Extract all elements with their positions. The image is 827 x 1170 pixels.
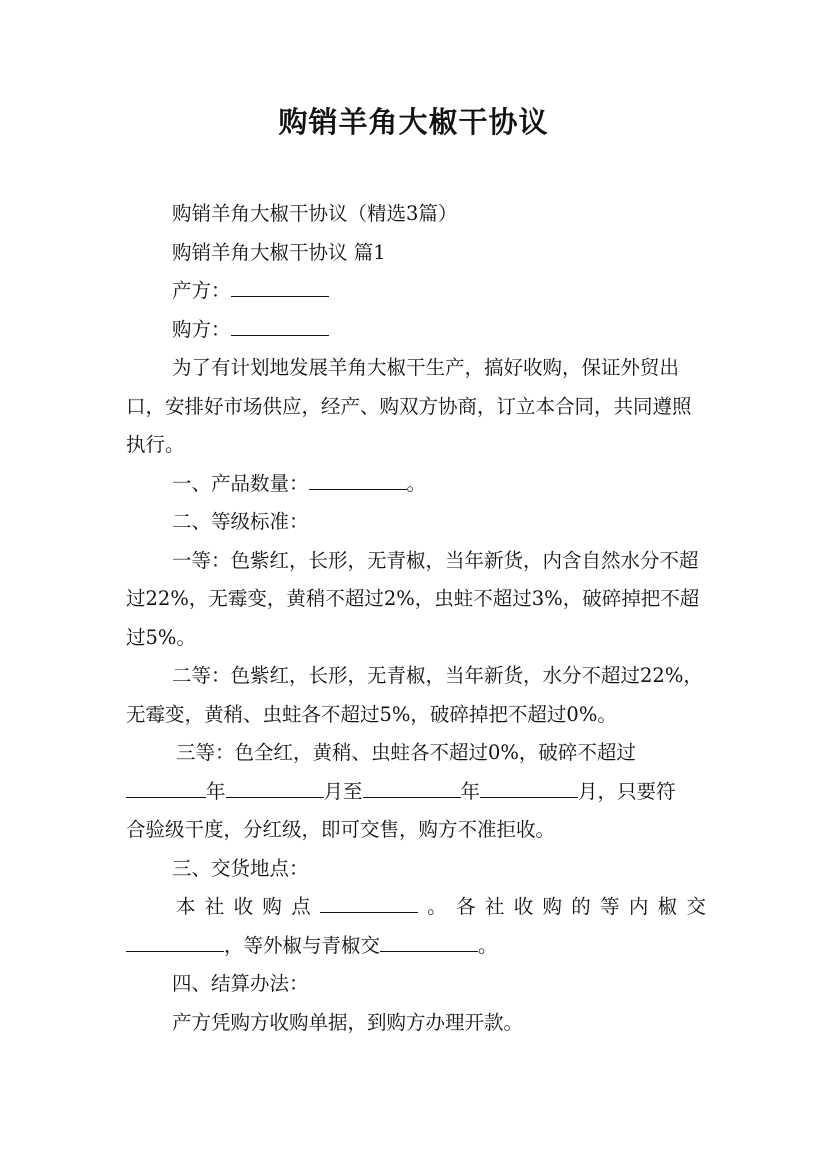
section3-a: 本社收购点 bbox=[176, 895, 320, 918]
section1-label: 一、产品数量： bbox=[172, 471, 309, 495]
buyer-blank[interactable] bbox=[231, 314, 329, 335]
grade2-paragraph: 二等：色紫红，长形，无青椒，当年新货，水分不超过22%，无霉变，黄稍、虫蛀各不超过5%，破碎掉把不超过0%。 bbox=[126, 664, 703, 726]
end-year-blank[interactable] bbox=[363, 776, 461, 797]
seller-label: 产方： bbox=[172, 279, 231, 302]
preamble-paragraph: 为了有计划地发展羊角大椒干生产，搞好收购，保证外贸出口，安排好市场供应，经产、购双方协商，订立本合同，共同遵照执行。 bbox=[126, 356, 692, 456]
document-title: 购销羊角大椒干协议 bbox=[278, 105, 549, 139]
collection-point-blank[interactable] bbox=[320, 892, 418, 913]
grade1-paragraph: 一等：色紫红，长形，无青椒，当年新货，内含自然水分不超过22%，无霉变，黄稍不超过2%，虫蛀不超过3%，破碎掉把不超过5%。 bbox=[126, 548, 700, 649]
end-month-blank[interactable] bbox=[480, 776, 578, 797]
seller-line bbox=[126, 272, 706, 311]
section3-d: 。 bbox=[478, 933, 498, 957]
section3-b: 。各社收购的等内椒交 bbox=[418, 895, 706, 918]
seller-blank[interactable] bbox=[231, 276, 329, 297]
grade3-year2: 年 bbox=[460, 779, 481, 803]
grade3-first-line: 三等：色全红，黄稍、虫蛀各不超过0%，破碎不超过 bbox=[176, 741, 636, 764]
grade3-date-line bbox=[126, 773, 706, 812]
offgrade-delivery-blank[interactable] bbox=[380, 930, 478, 951]
start-month-blank[interactable] bbox=[226, 776, 324, 797]
grade3-month-end: 月，只要符 bbox=[578, 779, 676, 803]
document-body bbox=[126, 195, 706, 1042]
section3-heading: 三、交货地点： bbox=[172, 856, 309, 880]
grade3-last-line: 合验级干度，分红级，即可交售，购方不准拒收。 bbox=[126, 818, 556, 841]
intro-line: 购销羊角大椒干协议（精选3篇） bbox=[172, 202, 458, 225]
grade3-month-to: 月至 bbox=[323, 779, 363, 803]
section1-line bbox=[126, 465, 706, 504]
section1-end: 。 bbox=[406, 471, 427, 495]
section4-heading: 四、结算办法： bbox=[172, 972, 309, 995]
part-heading: 购销羊角大椒干协议 篇1 bbox=[172, 240, 386, 264]
section2-heading: 二、等级标准： bbox=[172, 510, 309, 533]
start-year-blank[interactable] bbox=[126, 776, 206, 797]
grade-delivery-blank[interactable] bbox=[126, 930, 224, 951]
buyer-line bbox=[126, 311, 706, 350]
section3-line1 bbox=[126, 888, 706, 927]
grade3-year1: 年 bbox=[206, 779, 226, 803]
section3-c: ，等外椒与青椒交 bbox=[224, 933, 381, 957]
quantity-blank[interactable] bbox=[309, 468, 407, 489]
buyer-label: 购方： bbox=[172, 317, 231, 341]
section3-line2 bbox=[126, 927, 706, 966]
section4-text: 产方凭购方收购单据，到购方办理开款。 bbox=[172, 1010, 524, 1034]
